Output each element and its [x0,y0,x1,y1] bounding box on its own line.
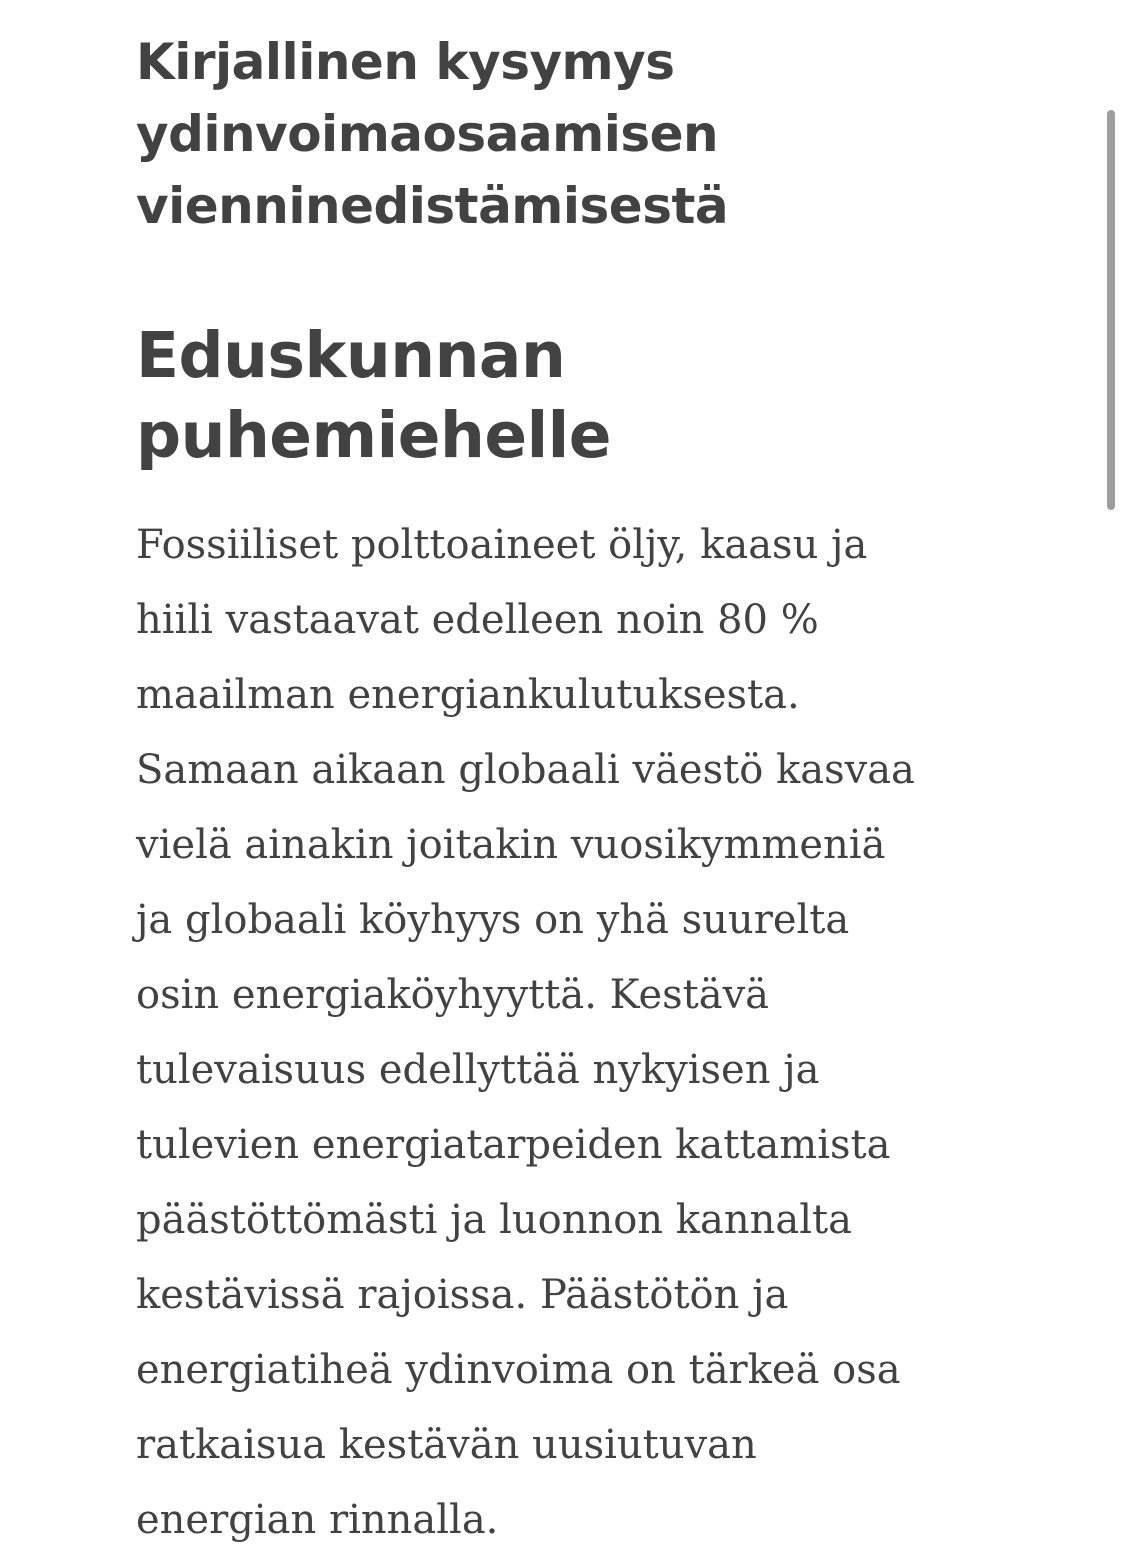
title-line: vienninedistämisestä [136,177,729,235]
body-line: energian rinnalla. [136,1497,499,1543]
body-line: tulevien energiatarpeiden kattamista [136,1122,891,1168]
body-line: maailman energiankulutuksesta. [136,672,800,718]
body-line: energiatiheä ydinvoima on tärkeä osa [136,1347,901,1393]
body-line: ja globaali köyhyys on yhä suurelta [136,897,850,943]
title-line: Kirjallinen kysymys [136,33,675,91]
title-line: ydinvoimaosaamisen [136,105,719,163]
section-heading: Eduskunnan puhemiehelle [136,319,611,472]
body-line: Fossiiliset polttoaineet öljy, kaasu ja [136,522,868,568]
body-line: kestävissä rajoissa. Päästötön ja [136,1272,789,1318]
body-line: ratkaisua kestävän uusiutuvan [136,1422,757,1468]
body-line: osin energiaköyhyyttä. Kestävä [136,972,770,1018]
body-line: päästöttömästi ja luonnon kannalta [136,1197,852,1243]
document-title [136,26,1036,242]
body-line: Samaan aikaan globaali väestö kasvaa [136,747,915,793]
scrollbar-thumb[interactable] [1107,110,1115,510]
body-paragraph [136,508,1036,1558]
body-line: tulevaisuus edellyttää nykyisen ja [136,1047,820,1093]
body-line: vielä ainakin joitakin vuosikymmeniä [136,822,886,868]
document-page [136,0,1036,1558]
body-line: hiili vastaavat edelleen noin 80 % [136,597,819,643]
